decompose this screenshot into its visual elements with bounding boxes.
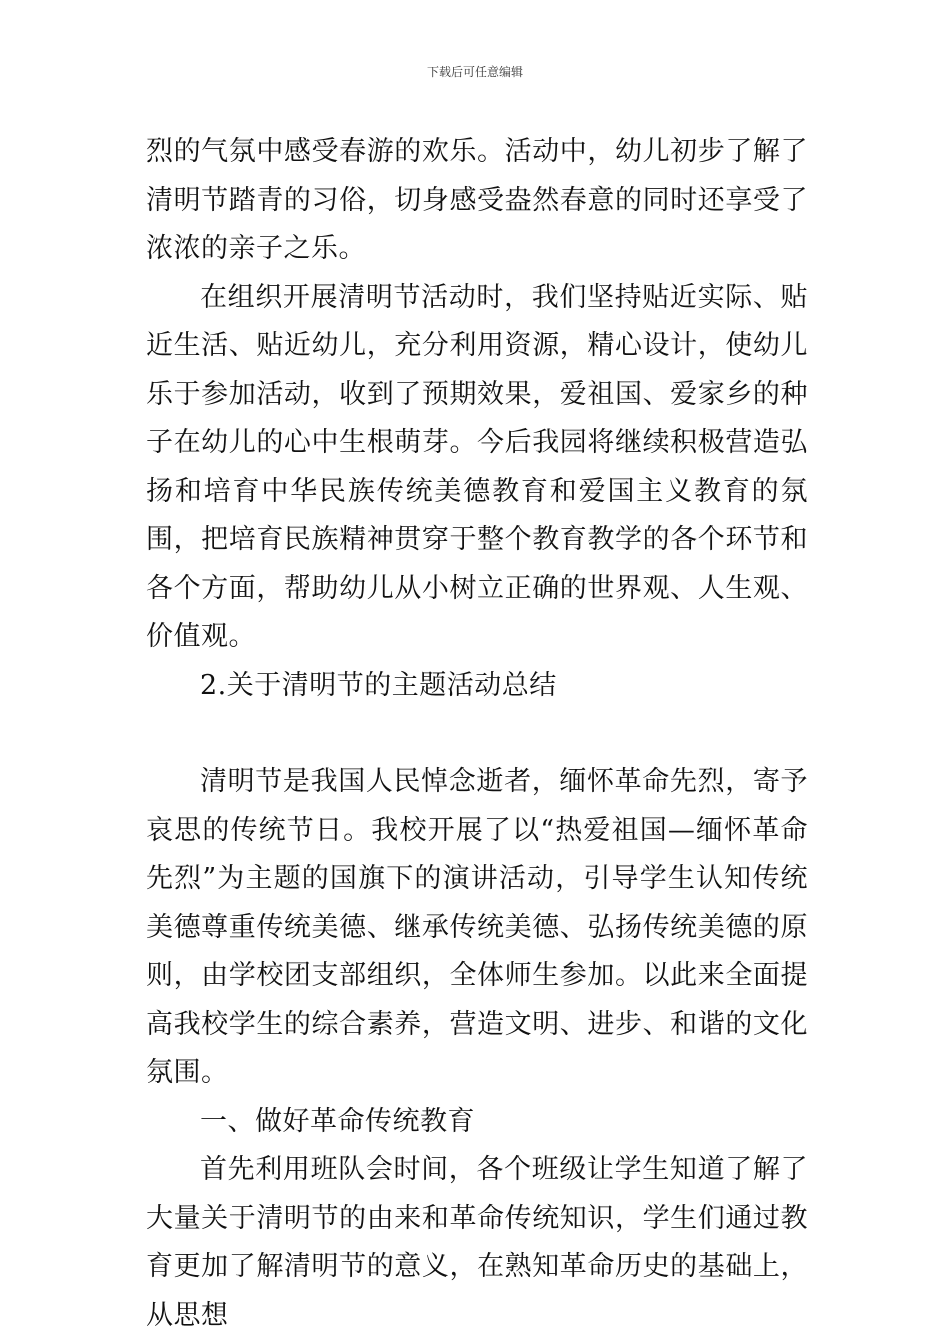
section-heading: 2.关于清明节的主题活动总结 — [200, 669, 557, 701]
document-body — [146, 128, 808, 1340]
paragraph-intro: 清明节是我国人民悼念逝者，缅怀革命先烈，寄予哀思的传统节日。我校开展了以“热爱祖国—缅怀革命先烈”为主题的国旗下的演讲活动，引导学生认知传统美德尊重传统美德、继承传统美德、弘扬传统美德的原则，由学校团支部组织，全体师生参加。以此来全面提高我校学生的综合素养，营造文明、进步、和谐的文化氛围。 — [146, 766, 808, 1088]
page-header-note: 下载后可任意编辑 — [426, 65, 523, 79]
paragraph-gap — [146, 710, 808, 758]
paragraph-continuation: 烈的气氛中感受春游的欢乐。活动中，幼儿初步了解了清明节踏青的习俗，切身感受盎然春意的同时还享受了浓浓的亲子之乐。 — [146, 136, 808, 264]
subsection-heading: 一、做好革命传统教育 — [200, 1105, 475, 1137]
paragraph-activity-summary: 在组织开展清明节活动时，我们坚持贴近实际、贴近生活、贴近幼儿，充分利用资源，精心设计，使幼儿乐于参加活动，收到了预期效果，爱祖国、爱家乡的种子在幼儿的心中生根萌芽。今后我园将继续积极营造弘扬和培育中华民族传统美德教育和爱国主义教育的氛围，把培育民族精神贯穿于整个教育教学的各个环节和各个方面，帮助幼儿从小树立正确的世界观、人生观、价值观。 — [146, 281, 808, 652]
paragraph-education: 首先利用班队会时间，各个班级让学生知道了解了大量关于清明节的由来和革命传统知识，学生们通过教育更加了解清明节的意义，在熟知革命历史的基础上，从思想 — [146, 1154, 808, 1331]
